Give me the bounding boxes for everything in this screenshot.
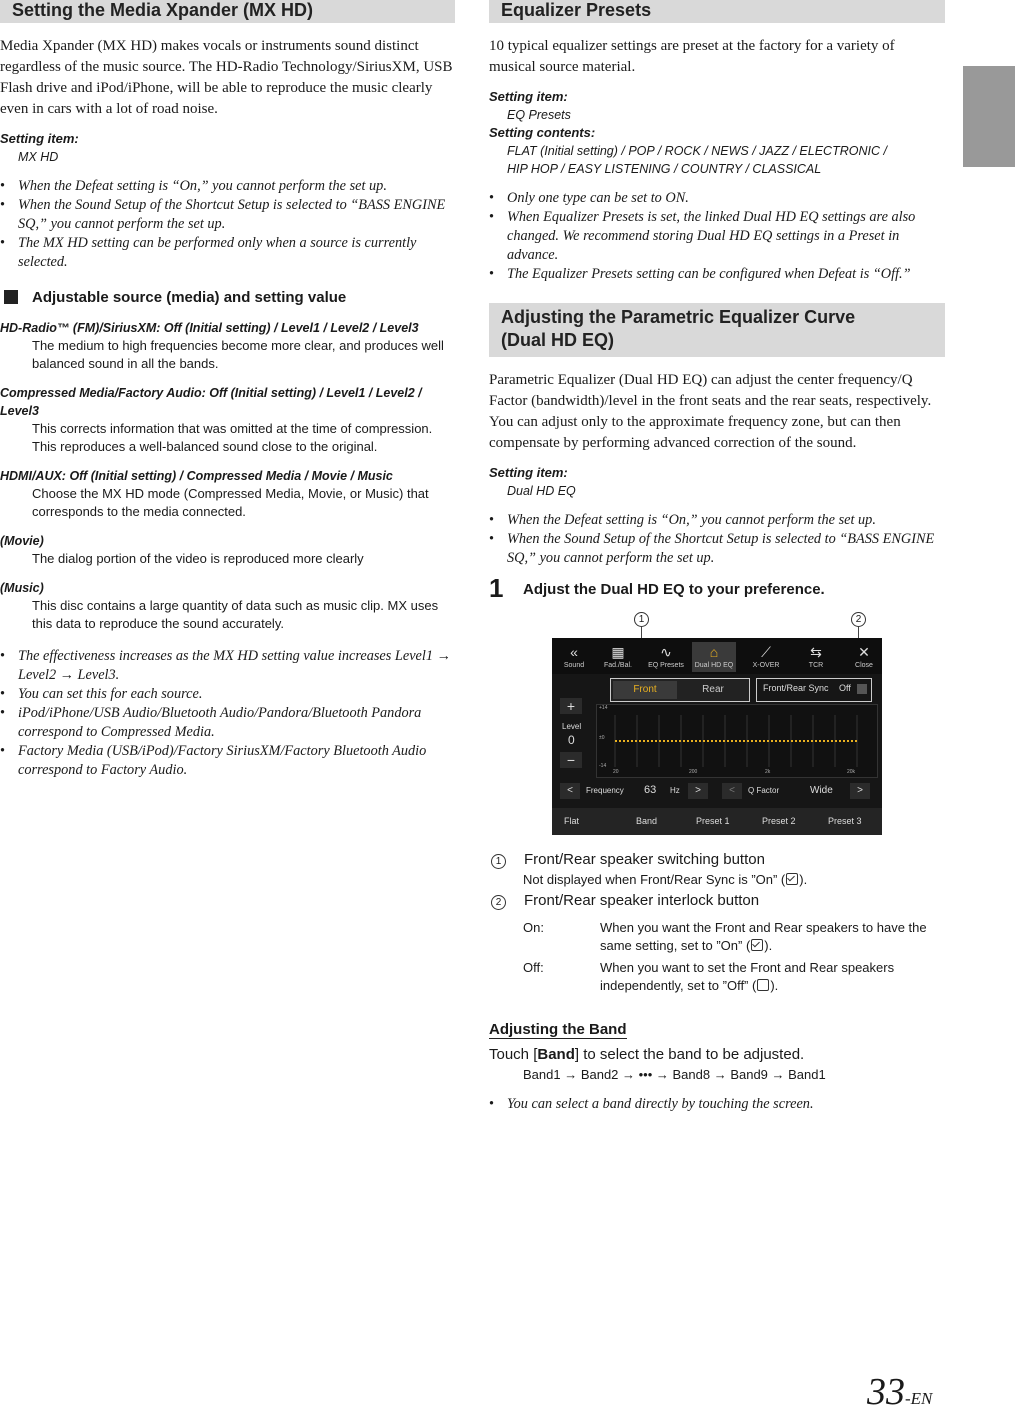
eq-presets-intro: 10 typical equalizer settings are preset at the factory for a variety of musical source material. (489, 38, 895, 75)
rear-button[interactable]: Rear (702, 684, 724, 695)
dual-hd-eq-heading-line2: (Dual HD EQ) (501, 330, 615, 350)
band-heading: Adjusting the Band (489, 1021, 627, 1038)
tab-fad-bal[interactable]: ▦ Fad./Bal. (603, 644, 632, 669)
level-minus-button[interactable]: − (560, 752, 582, 768)
freq-tick: 20 (613, 769, 619, 775)
flat-button[interactable]: Flat (564, 816, 580, 826)
front-rear-sync[interactable] (756, 678, 872, 702)
setting-contents-line1: FLAT (Initial setting) / POP / ROCK / NEWS / JAZZ / ELECTRONIC / (507, 144, 887, 158)
preset1-button[interactable]: Preset 1 (696, 816, 730, 826)
dual-hd-eq-intro2: You can adjust only to the approximate frequency zone, but can then compensate by performing advanced correction of the sound. (489, 414, 901, 451)
list-item: • When the Defeat setting is “On,” you cannot perform the set up. (489, 511, 945, 530)
definition-list (0, 319, 455, 633)
setting-contents-line2: HIP HOP / EASY LISTENING / COUNTRY / CLASSICAL (507, 162, 822, 176)
list-item: • The MX HD setting can be performed only when a source is currently selected. (0, 234, 455, 272)
freq-tick: 200 (689, 769, 698, 775)
eq-graph-lines (597, 705, 877, 777)
mx-hd-intro: Media Xpander (MX HD) makes vocals or instruments sound distinct regardless of the music source. The HD-Radio Technology/SiriusXM, USB Flash drive and iPod/iPhone, will be able to reproduce the music clearly even in cars with a lot of road noise. (0, 38, 453, 117)
frequency-value: 63 (644, 784, 657, 796)
dual-hd-eq-heading-line1: Adjusting the Parametric Equalizer Curve (501, 307, 856, 327)
setting-item-label: Setting item: (489, 89, 568, 104)
off-desc: When you want to set the Front and Rear speakers independently, set to ”Off” ( ). (600, 960, 895, 993)
step-number: 1 (489, 573, 504, 603)
square-bullet-icon (4, 290, 18, 304)
definition-term: HD-Radio™ (FM)/SiriusXM: Off (Initial setting) / Level1 / Level2 / Level3 (0, 321, 419, 335)
callout-1: 1 (634, 612, 649, 627)
list-item: • iPod/iPhone/USB Audio/Bluetooth Audio/Pandora/Bluetooth Pandora correspond to Compressed Media. (0, 704, 455, 742)
on-label: On: (523, 920, 544, 935)
figure-legend: 1 Front/Rear speaker switching button Not displayed when Front/Rear Sync is ”On” ( ). 2 Front/Rear speaker interlock button On: When you want the Front and Rear speakers to have the same setting, set to ”On” ( ). Off: When you want to set the Front and Rear speakers independently, set to ”Off” ( ). (489, 850, 945, 997)
list-item: • Only one type can be set to ON. (489, 189, 945, 208)
q-factor-label: Q Factor (748, 786, 780, 795)
checkbox-unchecked-icon (757, 979, 769, 991)
step-1 (489, 573, 945, 604)
preset3-button[interactable]: Preset 3 (828, 816, 862, 826)
definition-term: (Music) (0, 581, 44, 595)
band-instruction: Touch [Band] to select the band to be adjusted. (489, 1046, 805, 1063)
hz-label: Hz (670, 786, 680, 795)
list-item: • You can select a band directly by touching the screen. (489, 1095, 945, 1114)
dual-notes-list (489, 511, 945, 568)
right-column (489, 0, 945, 1114)
sync-value: Off (839, 683, 851, 693)
definition-desc: The dialog portion of the video is reproduced more clearly (32, 551, 364, 566)
callout-2: 2 (851, 612, 866, 627)
callout-1-legend: 1 (491, 854, 506, 869)
q-down-button[interactable]: < (722, 783, 742, 799)
tab-eq-presets[interactable]: ∿ EQ Presets (648, 644, 684, 669)
freq-tick: 20k (847, 769, 856, 775)
level-value: 0 (568, 733, 575, 747)
band-notes (489, 1095, 945, 1114)
off-row (489, 959, 945, 997)
frequency-label: Frequency (586, 786, 624, 795)
list-item: • When the Defeat setting is “On,” you cannot perform the set up. (0, 177, 455, 196)
setting-item-label: Setting item: (489, 465, 568, 480)
db-mid-label: ±0 (599, 735, 605, 741)
mx-notes2-list (0, 647, 455, 780)
list-item: • The effectiveness increases as the MX HD setting value increases Level1 → Level2 → Level3. (0, 647, 455, 685)
checkbox-checked-icon (786, 873, 798, 885)
off-label: Off: (523, 960, 544, 975)
definition-desc: The medium to high frequencies become more clear, and produces well balanced sound in all the bands. (32, 338, 444, 371)
setting-item-value: Dual HD EQ (507, 484, 576, 498)
definition-desc: This corrects information that was omitted at the time of compression. This reproduces a well-balanced sound close to the original. (32, 421, 433, 454)
definition-desc: This disc contains a large quantity of data such as music clip. MX uses this data to reproduce the sound accurately. (32, 598, 439, 631)
band-button[interactable]: Band (636, 816, 658, 826)
level-label: Level (562, 722, 582, 731)
db-top-label: +14 (599, 705, 608, 711)
tab-sound[interactable]: « Sound (563, 644, 585, 669)
list-item: • When the Sound Setup of the Shortcut Setup is selected to “BASS ENGINE SQ,” you cannot perform the set up. (489, 530, 945, 568)
definition-desc: Choose the MX HD mode (Compressed Media, Movie, or Music) that corresponds to the media connected. (32, 486, 429, 519)
tab-tcr[interactable]: ⇆ TCR (808, 644, 824, 669)
section-thumb-tab (963, 66, 1015, 167)
screen-toolbar (552, 638, 882, 674)
setting-item-label: Setting item: (0, 131, 79, 146)
left-column (0, 0, 455, 780)
bottom-button-bar (552, 808, 882, 835)
sync-label: Front/Rear Sync (763, 683, 829, 693)
dual-hd-eq-heading (489, 303, 945, 357)
on-row (489, 919, 945, 957)
callout-2-legend: 2 (491, 895, 506, 910)
checkbox-checked-icon (751, 939, 763, 951)
frequency-down-button[interactable]: < (560, 783, 580, 799)
definition-term: HDMI/AUX: Off (Initial setting) / Compressed Media / Movie / Music (0, 469, 393, 483)
list-item: • When Equalizer Presets is set, the linked Dual HD EQ settings are also changed. We recommend storing Dual HD EQ settings in a Preset in advance. (489, 208, 945, 265)
tab-close[interactable]: ✕ Close (855, 644, 873, 669)
tab-x-over[interactable]: ⟋ X-OVER (752, 644, 780, 669)
list-item: • Factory Media (USB/iPod)/Factory SiriusXM/Factory Bluetooth Audio correspond to Factory Audio. (0, 742, 455, 780)
list-item: • The Equalizer Presets setting can be configured when Defeat is “Off.” (489, 265, 945, 284)
sync-checkbox-icon[interactable] (857, 684, 867, 694)
front-button[interactable]: Front (613, 681, 677, 699)
eq-presets-heading: Equalizer Presets (489, 0, 945, 23)
mx-notes-list (0, 177, 455, 272)
band-sequence: Band1 → Band2 → ••• → Band8 → Band9 → Band1 (523, 1067, 826, 1082)
list-item: • You can set this for each source. (0, 685, 455, 704)
q-up-button[interactable]: > (850, 783, 870, 799)
on-desc: When you want the Front and Rear speakers to have the same setting, set to ”On” ( ). (600, 920, 927, 953)
db-bot-label: -14 (599, 763, 607, 769)
list-item: • When the Sound Setup of the Shortcut Setup is selected to “BASS ENGINE SQ,” you cannot perform the set up. (0, 196, 455, 234)
freq-tick: 2k (765, 769, 771, 775)
dual-hd-eq-figure (489, 604, 945, 844)
preset2-button[interactable]: Preset 2 (762, 816, 796, 826)
setting-item-value: MX HD (18, 150, 59, 164)
setting-contents-label: Setting contents: (489, 125, 596, 140)
dual-hd-eq-intro: Parametric Equalizer (Dual HD EQ) can adjust the center frequency/Q Factor (bandwidth)/level in the front seats and the rear seats, respectively. (489, 372, 932, 409)
legend1-title: Front/Rear speaker switching button (524, 851, 765, 868)
front-rear-switch[interactable] (610, 678, 750, 702)
legend1-note: Not displayed when Front/Rear Sync is ”On” ( (523, 872, 786, 887)
frequency-up-button[interactable]: > (688, 783, 708, 799)
setting-item-value: EQ Presets (507, 108, 571, 122)
q-factor-value: Wide (810, 785, 833, 796)
eq-graph[interactable] (596, 704, 878, 778)
eq-notes-list (489, 189, 945, 284)
legend2-title: Front/Rear speaker interlock button (524, 892, 760, 909)
definition-term: (Movie) (0, 534, 44, 548)
adjustable-source-subheading: Adjustable source (media) and setting value (0, 289, 455, 306)
page-number: 33-EN (867, 1371, 933, 1413)
mx-hd-heading: Setting the Media Xpander (MX HD) (0, 0, 455, 23)
tab-dual-hd-eq[interactable]: ⌂ Dual HD EQ (692, 642, 736, 672)
level-plus-button[interactable]: + (560, 698, 582, 714)
step-text: Adjust the Dual HD EQ to your preference. (523, 581, 825, 598)
definition-term: Compressed Media/Factory Audio: Off (Initial setting) / Level1 / Level2 / Level3 (0, 386, 422, 418)
device-screen (552, 638, 882, 835)
